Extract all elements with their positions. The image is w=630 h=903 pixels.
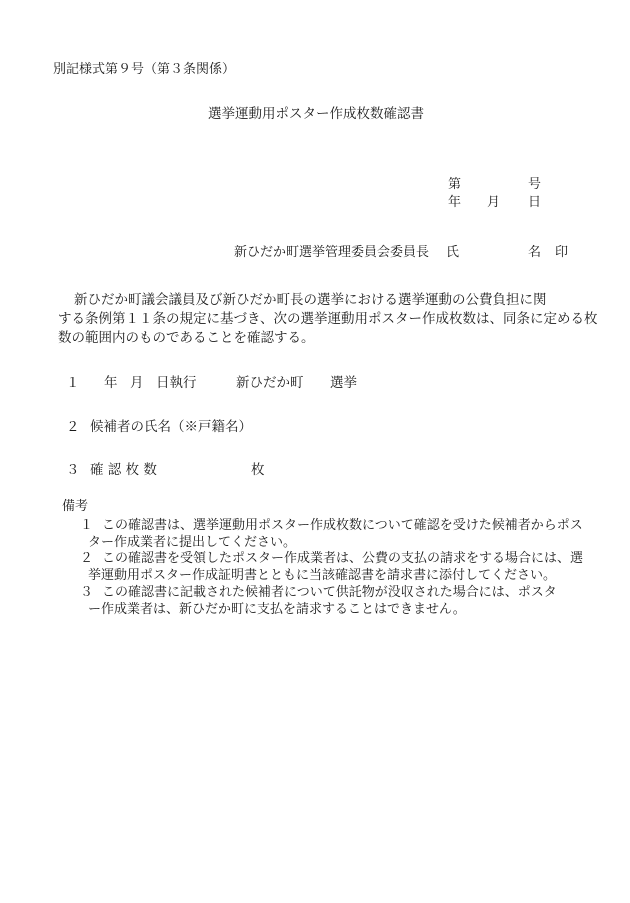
note-1-line-2: ター作成業者に提出してください。 — [88, 535, 297, 550]
note-1-line-1: この確認書は、選挙運動用ポスター作成枚数について確認を受けた候補者からポス — [102, 518, 583, 533]
body-line-2: する条例第１１条の規定に基づき、次の選挙運動用ポスター作成枚数は、同条に定める枚 — [58, 311, 598, 327]
body-line-3: 数の範囲内のものであることを確認する。 — [58, 330, 315, 346]
item-1-year: 年 — [104, 375, 118, 391]
date-day: 日 — [528, 195, 542, 210]
date-month: 月 — [487, 195, 501, 210]
number-prefix: 第 — [448, 177, 462, 192]
document-title: 選挙運動用ポスター作成枚数確認書 — [208, 106, 424, 122]
item-2-number: ２ — [66, 419, 80, 435]
item-1-month: 月 — [130, 375, 144, 391]
item-1-election: 選挙 — [330, 375, 357, 391]
notes-heading: 備考 — [62, 499, 89, 514]
number-suffix: 号 — [528, 177, 542, 192]
item-3-number: ３ — [66, 462, 80, 478]
issuer-name-label-2: 名 — [528, 245, 542, 260]
note-2-line-2: 挙運動用ポスター作成証明書とともに当該確認書を請求書に添付してください。 — [88, 568, 557, 583]
date-year: 年 — [448, 195, 462, 210]
item-3-unit: 枚 — [251, 462, 265, 478]
note-3-number: ３ — [80, 585, 94, 600]
note-3-line-2: ー作成業者は、新ひだか町に支払を請求することはできません。 — [88, 602, 466, 617]
form-number: 別記様式第９号（第３条関係） — [53, 62, 236, 77]
body-line-1: 新ひだか町議会議員及び新ひだか町長の選挙における選挙運動の公費負担に関 — [74, 292, 547, 308]
note-1-number: １ — [80, 518, 94, 533]
issuer-name-label-1: 氏 — [446, 245, 460, 260]
issuer-seal: 印 — [555, 245, 569, 260]
issuer-title: 新ひだか町選挙管理委員会委員長 — [234, 245, 430, 260]
item-2-label: 候補者の氏名（※戸籍名） — [90, 419, 252, 435]
item-1-town: 新ひだか町 — [236, 375, 304, 391]
note-2-number: ２ — [80, 551, 94, 566]
item-1-day-exec: 日執行 — [156, 375, 197, 391]
note-2-line-1: この確認書を受領したポスター作成業者は、公費の支払の請求をする場合には、選 — [102, 551, 584, 566]
note-3-line-1: この確認書に記載された候補者について供託物が没収された場合には、ポスタ — [102, 585, 557, 600]
item-1-number: １ — [66, 375, 80, 391]
item-3-label: 確 認 枚 数 — [90, 462, 157, 478]
